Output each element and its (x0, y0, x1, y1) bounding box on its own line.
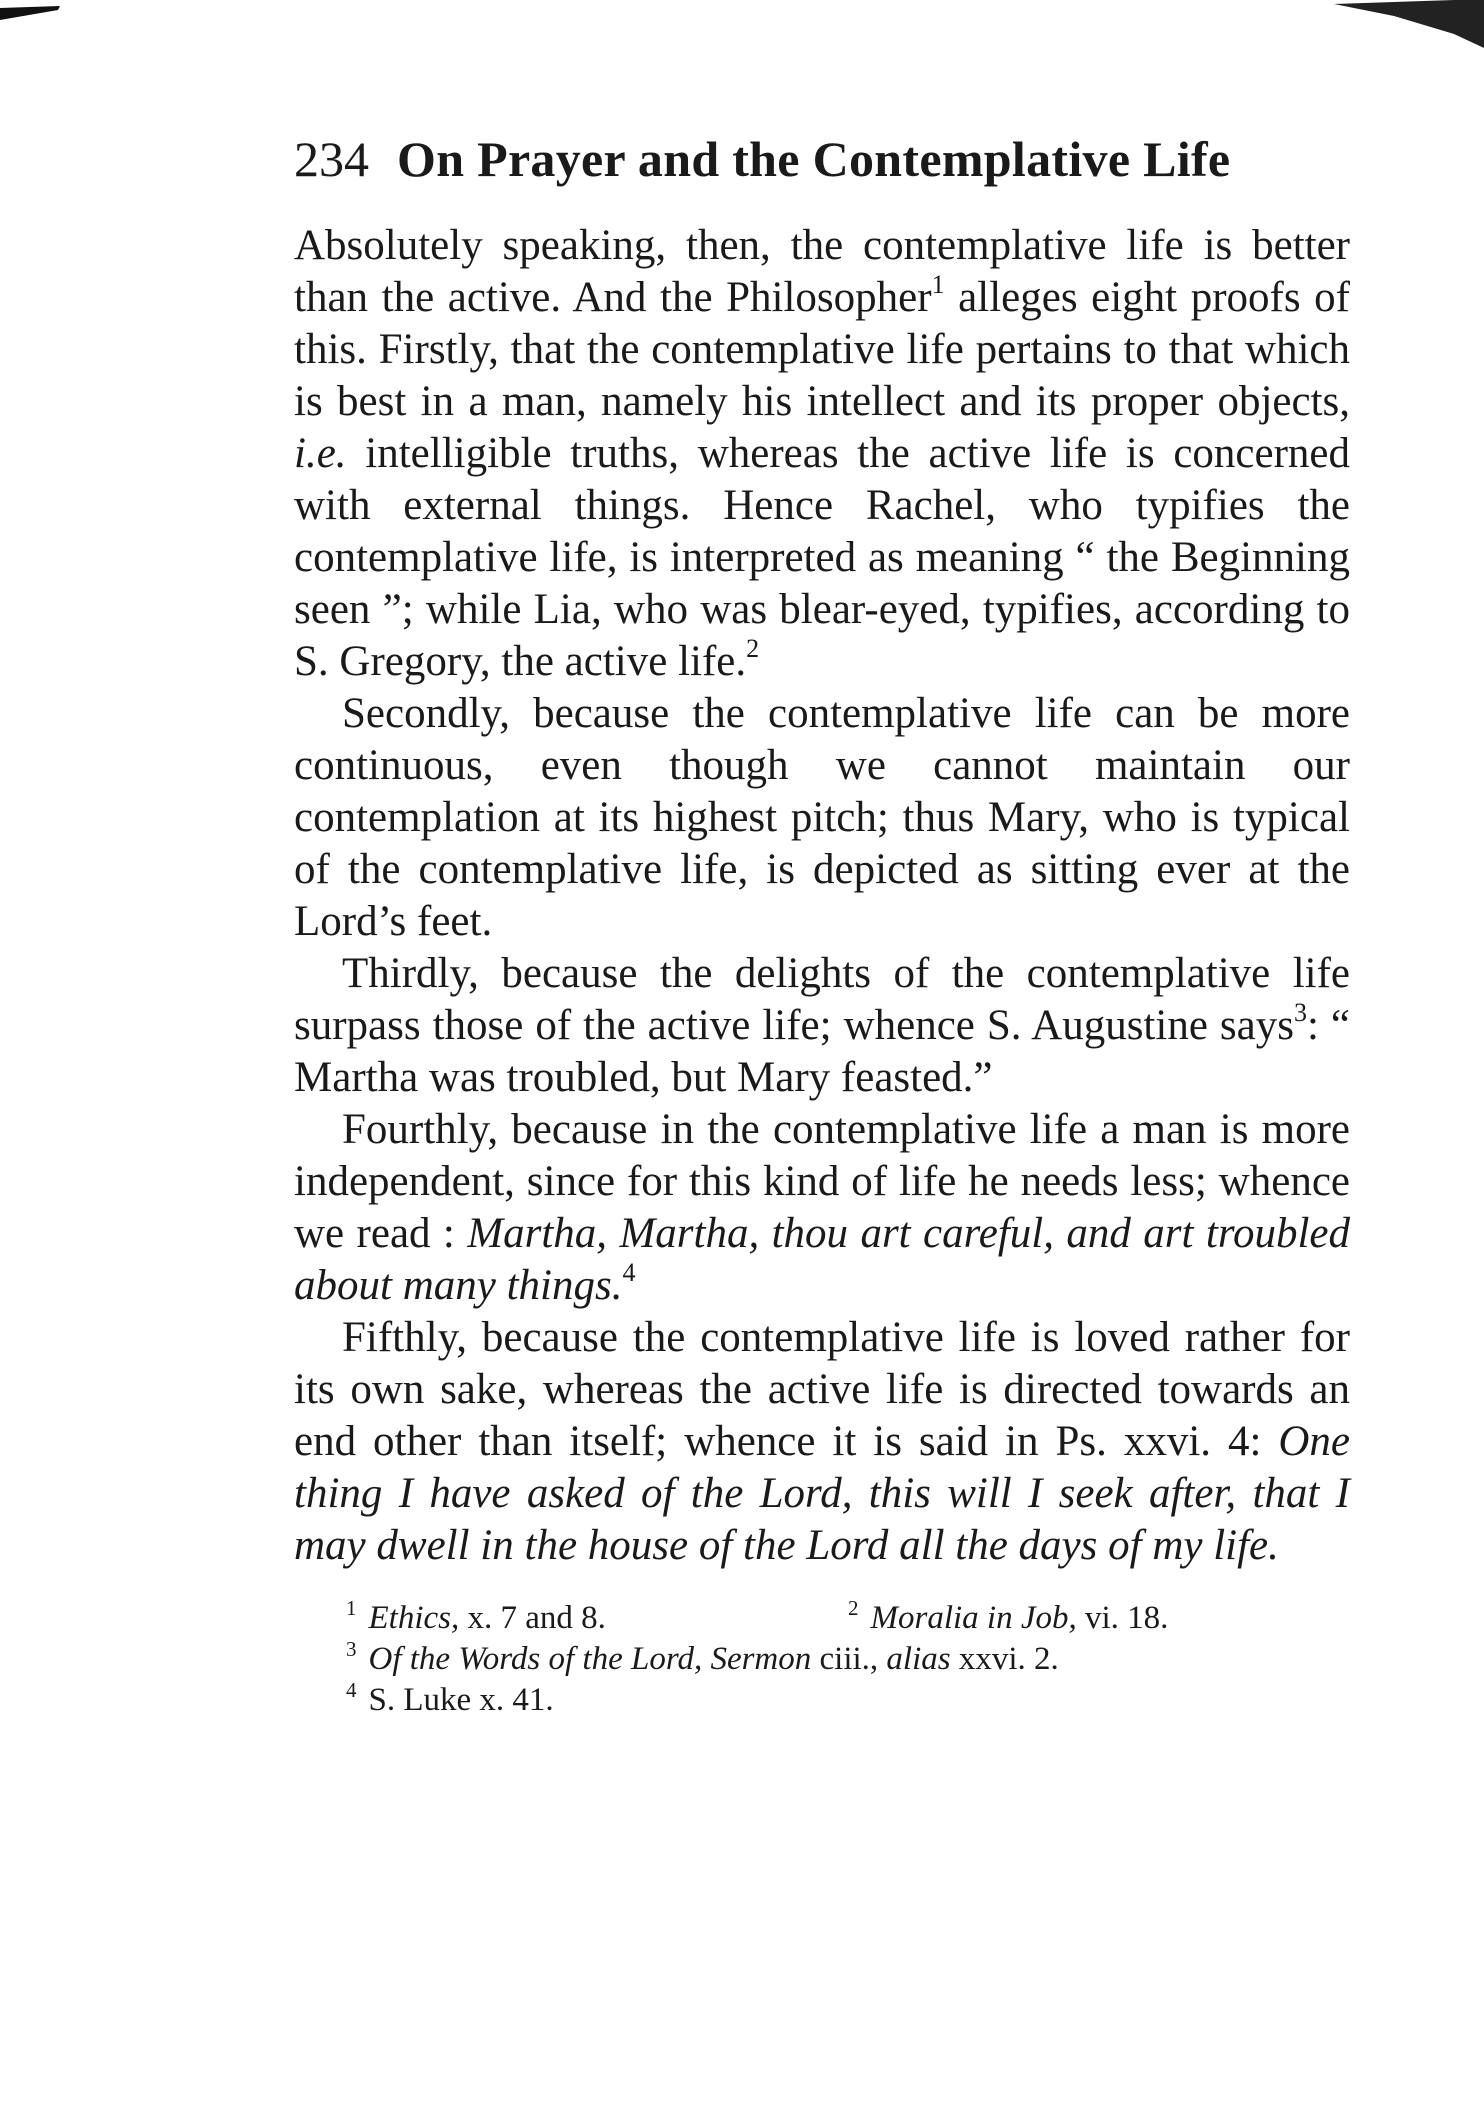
text-run: Fifthly, because the contemplative life is loved rather for its own sake, whereas the active life is directed towards an end other than itself; whence it is said in Ps. xxvi. 4: (294, 1314, 1350, 1465)
paragraph (294, 220, 1350, 688)
footnote (848, 1598, 1350, 1639)
footnote-reference: 2 (746, 634, 760, 663)
paragraph (294, 1104, 1350, 1312)
italic-text: One thing I have asked of the Lord, this will I seek after, that I may dwell in the house of the Lord all the days of my life. (294, 1418, 1350, 1569)
footnote-reference: 4 (622, 1258, 636, 1287)
footnote-row (346, 1680, 1350, 1721)
footnote-mark: 4 (346, 1678, 357, 1702)
paragraph (294, 688, 1350, 948)
text-run: Thirdly, because the delights of the contemplative life surpass those of the active life; whence S. Augustine says (294, 950, 1350, 1049)
text-run: S. Luke x. 41. (368, 1682, 554, 1718)
italic-text: Martha, Martha, thou art careful, and art troubled about many things. (294, 1210, 1350, 1309)
text-run: x. 7 and 8. (459, 1600, 606, 1636)
footnote-row (346, 1639, 1350, 1680)
italic-text: Moralia in Job, (870, 1600, 1077, 1636)
italic-text: i.e. (294, 430, 347, 477)
scan-edge-mark-right (1334, 0, 1484, 48)
italic-text: Ethics, (368, 1600, 460, 1636)
page-header (294, 130, 1350, 194)
page-number: 234 (294, 131, 369, 187)
footnote-reference: 1 (931, 270, 945, 299)
footnote (346, 1680, 554, 1721)
text-run: : “ Martha was troubled, but Mary feasted.” (294, 1002, 1350, 1101)
text-run: Fourthly, because in the contemplative life a man is more independent, since for this kind of life he needs less; whence we read : (294, 1106, 1350, 1257)
footnote-row (346, 1598, 1350, 1639)
footnote-reference: 3 (1293, 998, 1307, 1027)
footnote-mark: 1 (346, 1596, 357, 1620)
footnote-mark: 3 (346, 1637, 357, 1661)
footnote (346, 1639, 1059, 1680)
text-run: intelligible truths, whereas the active life is concerned with external things. Hence Rachel, who typifies the contemplative life, is interpreted as meaning “ the Beginning seen ”; while Lia, who was blear-eyed, typifies, according to S. Gregory, the active life. (294, 430, 1350, 685)
text-run: ciii., (811, 1641, 887, 1677)
text-run: xxvi. 2. (950, 1641, 1059, 1677)
book-page (294, 130, 1350, 1721)
italic-text: alias (886, 1641, 951, 1677)
running-title: On Prayer and the Contemplative Life (397, 131, 1231, 187)
footnote (346, 1598, 848, 1639)
paragraph (294, 1312, 1350, 1572)
text-run: Absolutely speaking, then, the contemplative life is better than the active. And the Philosopher (294, 222, 1350, 321)
text-run: alleges eight proofs of this. Firstly, that the contemplative life pertains to that which is best in a man, namely his intellect and its proper objects, (294, 274, 1350, 425)
italic-text: Of the Words of the Lord, Sermon (368, 1641, 812, 1677)
footnote-mark: 2 (848, 1596, 859, 1620)
body-text (294, 220, 1350, 1572)
scan-edge-mark-left (0, 6, 60, 20)
text-run: vi. 18. (1076, 1600, 1169, 1636)
text-run: Secondly, because the contemplative life can be more continuous, even though we cannot maintain our contemplation at its highest pitch; thus Mary, who is typical of the contemplative life, is depicted as sitting ever at the Lord’s feet. (294, 690, 1350, 945)
footnotes (294, 1598, 1350, 1721)
paragraph (294, 948, 1350, 1104)
